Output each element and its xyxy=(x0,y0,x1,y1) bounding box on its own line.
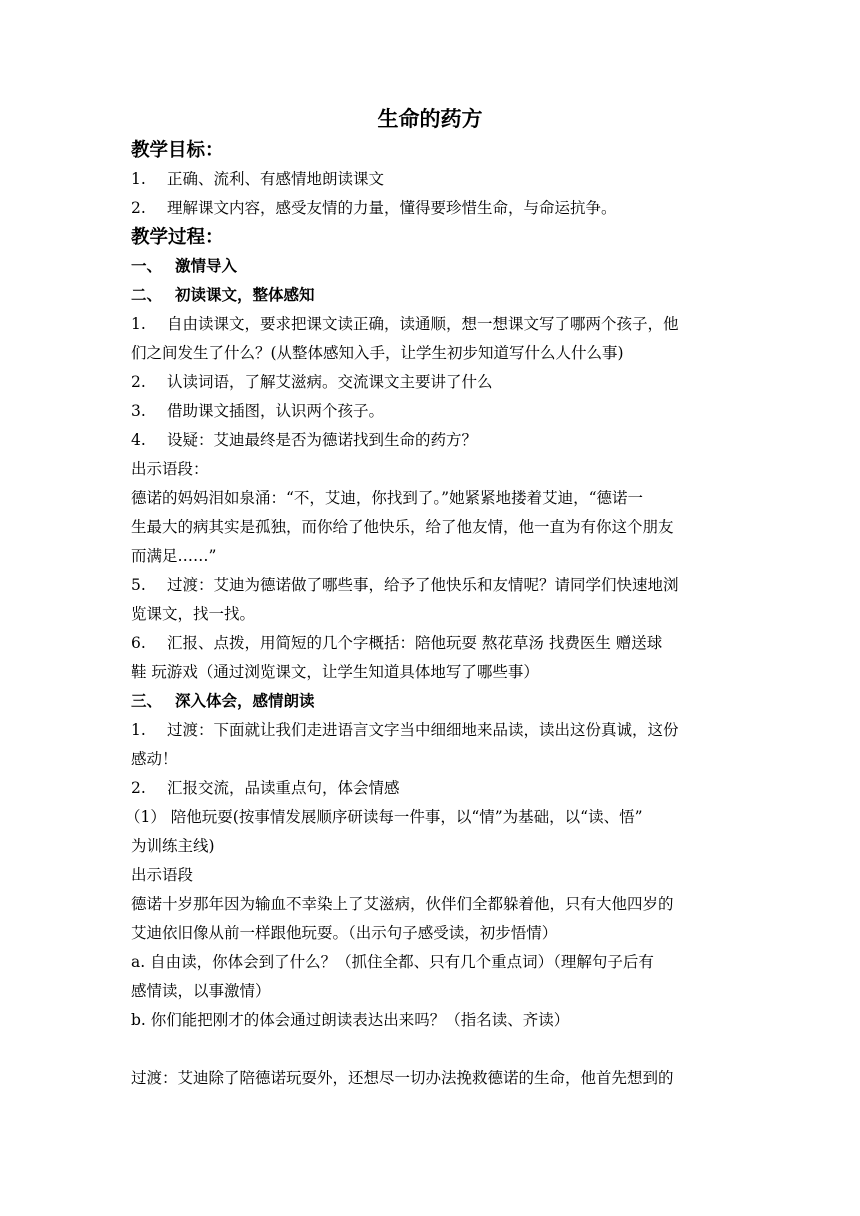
quote-line: 德诺十岁那年因为输血不幸染上了艾滋病，伙伴们全都躲着他，只有大他四岁的 xyxy=(131,895,674,913)
item-text: 自由读课文，要求把课文读正确，读通顺，想一想课文写了哪两个孩子，他 xyxy=(167,315,679,333)
quote-line: 艾迪依旧像从前一样跟他玩耍。（出示句子感受读，初步悟情） xyxy=(131,924,558,942)
goal-item xyxy=(131,194,731,223)
process-heading: 教学过程： xyxy=(131,227,224,248)
item-text: 借助课文插图，认识两个孩子。 xyxy=(167,402,385,420)
text-line: 们之间发生了什么？(从整体感知入手，让学生初步知道写什么人什么事) xyxy=(131,344,624,362)
item-text: 设疑：艾迪最终是否为德诺找到生命的药方？ xyxy=(167,431,478,449)
text-line: 感动！ xyxy=(131,750,178,768)
goals-heading: 教学目标： xyxy=(131,140,224,161)
section-number: 三、 xyxy=(131,692,163,710)
item-text: 过渡：下面就让我们走进语言文字当中细细地来品读，读出这份真诚，这份 xyxy=(167,721,679,739)
item-number: 1. xyxy=(131,170,146,188)
quote-line: 生最大的病其实是孤独，而你给了他快乐，给了他友情，他一直为有你这个朋友 xyxy=(131,518,674,536)
document-title: 生命的药方 xyxy=(377,107,483,131)
item-text: 汇报、点拨，用简短的几个字概括：陪他玩耍 熬花草汤 找费医生 赠送球 xyxy=(167,634,663,652)
item-number: 6. xyxy=(131,634,146,652)
quote-line: 德诺的妈妈泪如泉涌：“不，艾迪，你找到了。”她紧紧地搂着艾迪，“德诺一 xyxy=(131,489,644,507)
section-title: 初读课文，整体感知 xyxy=(175,286,315,304)
section-title: 深入体会，感情朗读 xyxy=(175,692,315,710)
sub-item-b: b. 你们能把刚才的体会通过朗读表达出来吗？（指名读、齐读） xyxy=(131,1011,570,1029)
step-item xyxy=(131,397,731,426)
text-line: 感情读，以事激情） xyxy=(131,982,271,1000)
item-text: 正确、流利、有感情地朗读课文 xyxy=(167,170,385,188)
step-item xyxy=(131,774,731,803)
item-number: 1. xyxy=(131,315,146,333)
item-number: 5. xyxy=(131,576,146,594)
show-passage-label: 出示语段 xyxy=(131,866,194,884)
item-text: 理解课文内容，感受友情的力量，懂得要珍惜生命，与命运抗争。 xyxy=(167,199,617,217)
item-number: 1. xyxy=(131,721,146,739)
item-text: 认读词语，了解艾滋病。交流课文主要讲了什么 xyxy=(167,373,493,391)
step-item xyxy=(131,426,731,455)
section-heading xyxy=(131,252,731,281)
step-item xyxy=(131,716,731,745)
item-number: 2. xyxy=(131,373,146,391)
text-line: 为训练主线) xyxy=(131,837,215,855)
step-item xyxy=(131,310,731,339)
quote-line: 而满足……” xyxy=(131,547,217,565)
blank-line xyxy=(131,1035,731,1064)
item-number: 4. xyxy=(131,431,146,449)
sub-item-a: a. 自由读，你体会到了什么？（抓住全都、只有几个重点词）（理解句子后有 xyxy=(131,953,654,971)
section-number: 一、 xyxy=(131,257,163,275)
step-item xyxy=(131,368,731,397)
section-heading xyxy=(131,687,731,716)
item-text: 汇报交流，品读重点句，体会情感 xyxy=(167,779,400,797)
step-item xyxy=(131,629,731,658)
section-number: 二、 xyxy=(131,286,163,304)
step-item xyxy=(131,571,731,600)
document-body xyxy=(125,136,731,1093)
show-passage-label: 出示语段： xyxy=(131,460,209,478)
item-number: 3. xyxy=(131,402,146,420)
text-line: 鞋 玩游戏（通过浏览课文，让学生知道具体地写了哪些事） xyxy=(131,663,539,681)
item-number: 2. xyxy=(131,779,146,797)
transition-line: 过渡：艾迪除了陪德诺玩耍外，还想尽一切办法挽救德诺的生命，他首先想到的 xyxy=(131,1069,674,1087)
goal-item xyxy=(131,165,731,194)
text-line: 览课文，找一找。 xyxy=(131,605,256,623)
item-number: 2. xyxy=(131,199,146,217)
sub-item: （1） 陪他玩耍(按事情发展顺序研读每一件事，以“情”为基础，以“读、悟” xyxy=(125,808,643,826)
section-heading xyxy=(131,281,731,310)
section-title: 激情导入 xyxy=(175,257,238,275)
item-text: 过渡：艾迪为德诺做了哪些事，给予了他快乐和友情呢？请同学们快速地浏 xyxy=(167,576,679,594)
